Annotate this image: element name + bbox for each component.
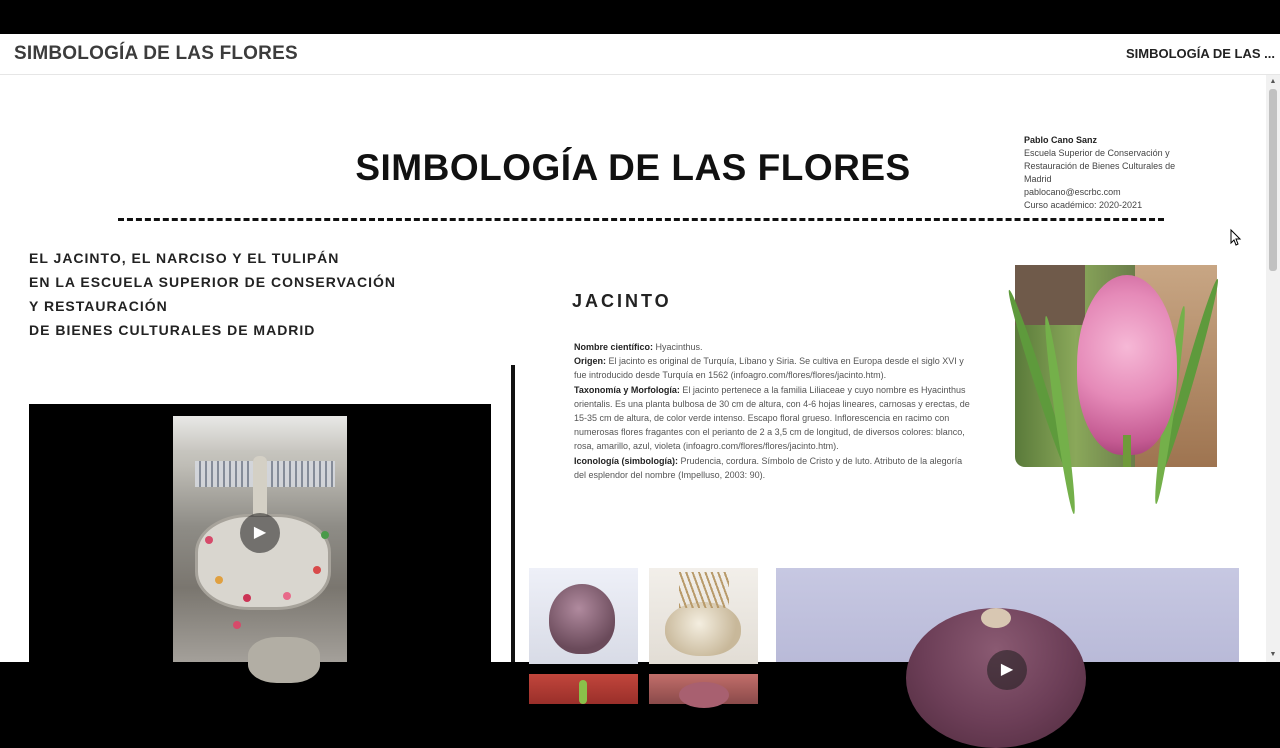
- field-label: Taxonomía y Morfología:: [574, 384, 680, 395]
- site-header: [0, 34, 1280, 75]
- school-video[interactable]: [29, 404, 491, 662]
- field-label: Nombre científico:: [574, 342, 654, 352]
- play-button[interactable]: ▶: [240, 513, 280, 553]
- page-title: SIMBOLOGÍA DE LAS FLORES: [355, 147, 911, 188]
- bulb-top: [981, 608, 1011, 628]
- author-info: [1024, 134, 1199, 212]
- bud: [679, 682, 729, 708]
- scroll-down-arrow-icon[interactable]: ▼: [1269, 651, 1277, 658]
- gallery-image-sprout[interactable]: [529, 674, 638, 704]
- flower-pot: [205, 536, 213, 544]
- scrollbar-thumb[interactable]: [1269, 89, 1277, 271]
- intro-line: Y RESTAURACIÓN: [29, 298, 168, 314]
- author-line: Madrid: [1024, 174, 1052, 184]
- flower-stem: [1123, 435, 1131, 467]
- nav-item-simbologia[interactable]: SIMBOLOGÍA DE LAS ...: [1125, 46, 1275, 61]
- play-button[interactable]: ▶: [987, 650, 1027, 690]
- author-line: Restauración de Bienes Culturales de: [1024, 161, 1176, 171]
- intro-line: DE BIENES CULTURALES DE MADRID: [29, 322, 316, 338]
- section-heading-jacinto: JACINTO: [572, 291, 672, 311]
- scroll-up-arrow-icon[interactable]: ▲: [1269, 78, 1277, 85]
- intro-line: EN LA ESCUELA SUPERIOR DE CONSERVACIÓN: [29, 274, 397, 290]
- bulb: [665, 602, 741, 656]
- jacinto-description: [574, 340, 974, 482]
- gallery-image-bud[interactable]: [649, 674, 758, 704]
- jacinto-field: [574, 340, 974, 354]
- title-divider: [118, 218, 1164, 221]
- site-title[interactable]: SIMBOLOGÍA DE LAS FLORES: [14, 43, 298, 64]
- field-text: Prudencia, cordura. Símbolo de Cristo y de luto. Atributo de la alegoría del esplendor del nombre (Impelluso, 2003: 90).: [574, 455, 963, 480]
- intro-line: EL JACINTO, EL NARCISO Y EL TULIPÁN: [29, 250, 340, 266]
- jacinto-field: [574, 383, 974, 454]
- flower-pot: [283, 592, 291, 600]
- hyacinth-flower: [1077, 275, 1177, 455]
- sprout: [579, 680, 587, 704]
- page-content: [0, 75, 1266, 678]
- field-text: El jacinto es original de Turquía, Líbano y Siria. Se cultiva en Europa desde el siglo XVI y fue introducido desde Turquía en 1562 (infoagro.com/flores/flores/jacinto.htm).: [574, 356, 964, 381]
- flower-pot: [215, 576, 223, 584]
- flower-pot: [321, 531, 329, 539]
- jacinto-field: [574, 354, 974, 382]
- fountain-basin: [248, 637, 320, 683]
- sprouts: [679, 572, 729, 608]
- field-label: Origen:: [574, 356, 607, 367]
- window: [1015, 265, 1085, 325]
- roof-area: [173, 416, 347, 450]
- intro-heading: [29, 246, 429, 342]
- jacinto-field: [574, 454, 974, 482]
- column-divider: [511, 365, 515, 662]
- browser-viewport: [0, 34, 1280, 678]
- author-line: Escuela Superior de Conservación y: [1024, 148, 1170, 158]
- author-line: Curso académico: 2020-2021: [1024, 200, 1143, 210]
- flower-pot: [243, 594, 251, 602]
- bulb: [549, 584, 615, 654]
- statue: [253, 456, 267, 516]
- field-text: Hyacinthus.: [653, 342, 703, 352]
- author-email[interactable]: pablocano@escrbc.com: [1024, 187, 1121, 197]
- flower-pot: [313, 566, 321, 574]
- gallery-image-sprouting-bulb[interactable]: [649, 568, 758, 664]
- field-label: Iconología (simbología):: [574, 455, 678, 466]
- vertical-scrollbar[interactable]: [1266, 75, 1280, 662]
- bulb-video[interactable]: [776, 568, 1239, 678]
- gallery-image-bulb[interactable]: [529, 568, 638, 664]
- hyacinth-photo: [1015, 265, 1217, 467]
- author-name: Pablo Cano Sanz: [1024, 135, 1098, 145]
- flower-pot: [233, 621, 241, 629]
- field-text: El jacinto pertenece a la familia Liliaceae y cuyo nombre es Hyacinthus orientalis. Es una planta bulbosa de 30 cm de altura, con 4-6 hojas lineares, carnosas y erectas, de 15-35 cm de altura, de color verde intenso. Escapo floral grueso. Inflorescencia en racimo con numerosas flores fragantes con el perianto de 2 a 3,5 cm de longitud, de diversos colores: blanco, rosa, amarillo, azul, violeta (infoagro.com/flores/flores/jacinto.htm).: [574, 384, 970, 452]
